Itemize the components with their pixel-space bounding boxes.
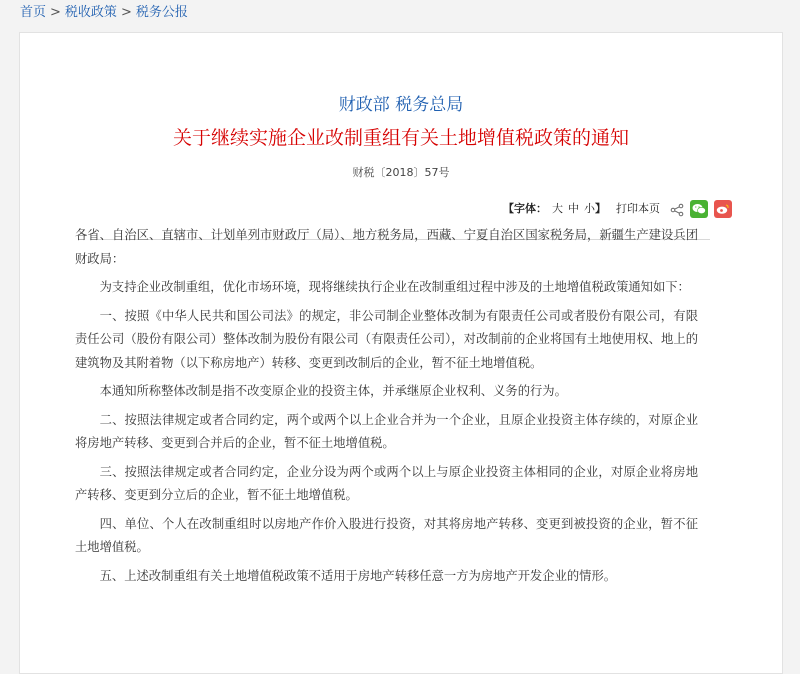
breadcrumb-tax-policy-link[interactable]: 税收政策 xyxy=(64,5,117,20)
breadcrumb-home-link[interactable]: 首页 xyxy=(20,5,47,20)
weibo-icon[interactable] xyxy=(714,200,732,218)
font-size-large-button[interactable]: 大 xyxy=(552,202,563,215)
body-paragraph: 本通知所称整体改制是指不改变原企业的投资主体，并承继原企业权利、义务的行为。 xyxy=(99,384,567,398)
wechat-icon[interactable] xyxy=(690,200,708,218)
breadcrumb xyxy=(20,3,188,23)
page-title: 关于继续实施企业改制重组有关土地增值税政策的通知 xyxy=(172,127,629,149)
breadcrumb-tax-bulletin-link[interactable]: 税务公报 xyxy=(135,5,188,20)
body-paragraph: 一、按照《中华人民共和国公司法》的规定，非公司制企业整体改制为有限责任公司或者股份有限公司，有限责任公司（股份有限公司）整体改制为股份有限公司（有限责任公司），对改制前的企业将国有土地使用权、地上的建筑物及其附着物（以下称房地产）转移、变更到改制后的企业，暂不征土地增值税。 xyxy=(75,308,698,370)
font-size-label: 字体： xyxy=(514,202,547,215)
body-paragraph: 三、按照法律规定或者合同约定，企业分设为两个或两个以上与原企业投资主体相同的企业，对原企业将房地产转移、变更到分立后的企业，暂不征土地增值税。 xyxy=(75,464,698,502)
document-number: 财税〔2018〕57号 xyxy=(352,166,450,179)
addressee-paragraph: 各省、自治区、直辖市、计划单列市财政厅（局）、地方税务局，西藏、宁夏自治区国家税务局，新疆生产建设兵团财政局： xyxy=(75,228,698,266)
body-paragraph: 为支持企业改制重组，优化市场环境，现将继续执行企业在改制重组过程中涉及的土地增值税政策通知如下： xyxy=(99,280,690,294)
breadcrumb-separator: > xyxy=(120,5,132,20)
font-size-small-button[interactable]: 小 xyxy=(584,202,595,215)
share-icon[interactable] xyxy=(670,202,684,216)
issuer-heading: 财政部 税务总局 xyxy=(338,95,464,115)
toolbar-close-bracket: 】 xyxy=(595,202,606,215)
body-paragraph: 四、单位、个人在改制重组时以房地产作价入股进行投资，对其将房地产转移、变更到被投资的企业，暂不征土地增值税。 xyxy=(75,516,698,554)
font-size-medium-button[interactable]: 中 xyxy=(568,202,579,215)
toolbar-open-bracket: 【 xyxy=(503,202,514,215)
breadcrumb-separator: > xyxy=(50,5,61,20)
body-paragraph: 二、按照法律规定或者合同约定，两个或两个以上企业合并为一个企业，且原企业投资主体存续的，对原企业将房地产转移、变更到合并后的企业，暂不征土地增值税。 xyxy=(75,412,698,450)
article-body xyxy=(75,224,698,593)
article-toolbar xyxy=(503,197,732,221)
print-page-button[interactable]: 打印本页 xyxy=(616,202,660,215)
body-paragraph: 五、上述改制重组有关土地增值税政策不适用于房地产转移任意一方为房地产开发企业的情形。 xyxy=(99,568,617,583)
